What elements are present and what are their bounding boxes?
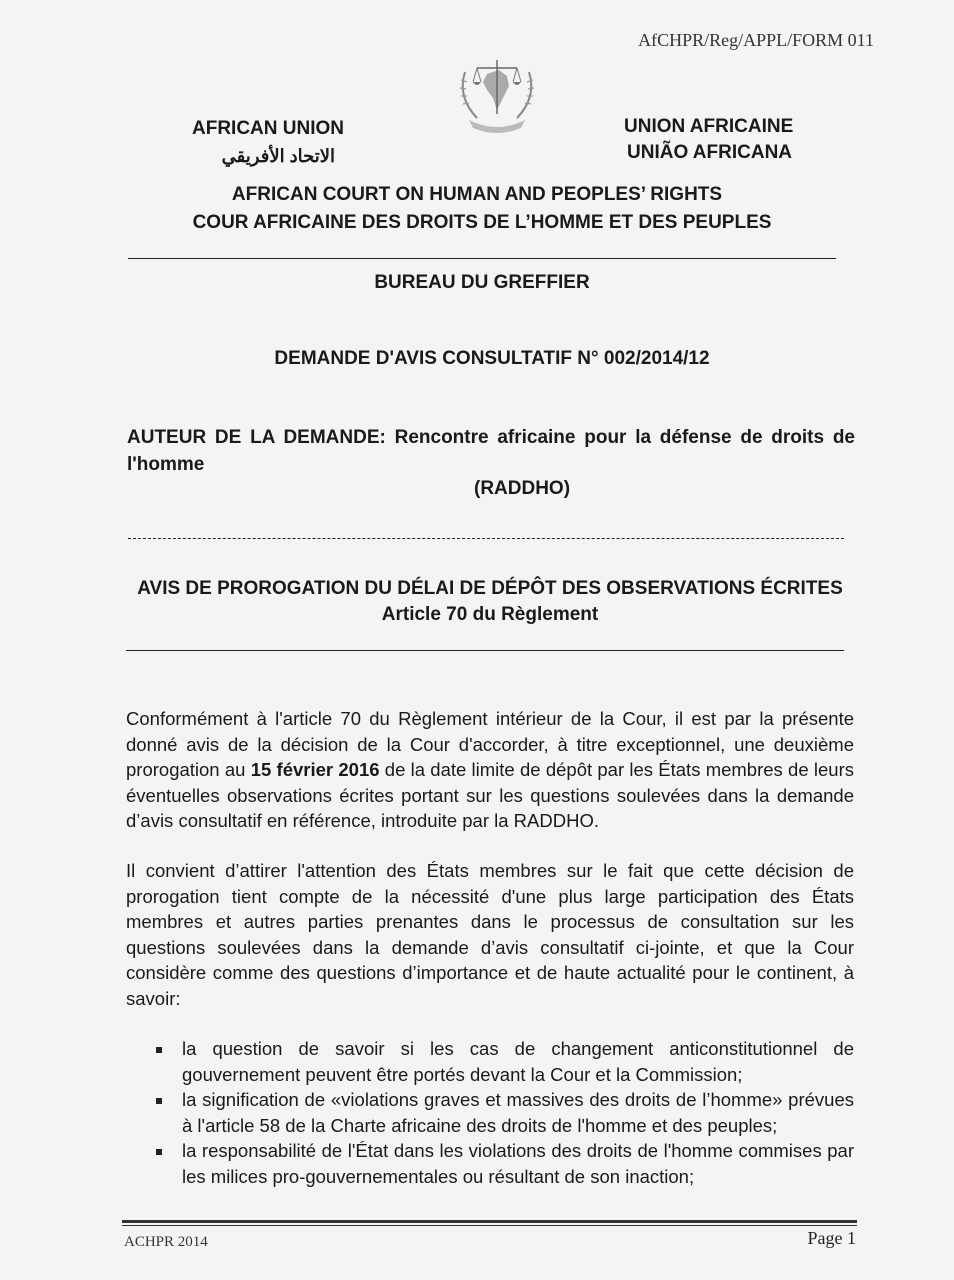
request-number: DEMANDE D'AVIS CONSULTATIF N° 002/2014/12 (274, 348, 710, 369)
request-author (127, 424, 855, 478)
bureau-title: BUREAU DU GREFFIER (374, 272, 590, 293)
header-divider (128, 258, 836, 259)
notice-subtitle: Article 70 du Règlement (381, 604, 599, 625)
footer-divider (122, 1220, 857, 1223)
african-union-fr: UNION AFRICAINE (624, 116, 794, 137)
notice-title: AVIS DE PROROGATION DU DÉLAI DE DÉPÔT DES OBSERVATIONS ÉCRITES (137, 578, 843, 599)
author-label: AUTEUR DE LA DEMANDE: (127, 427, 386, 448)
paragraph-1-text-a: Conformément à l'article 70 du Règlement intérieur de la Cour, il est par la présente donné avis de la décision de la Cour d'accorder, à titre exceptionnel, une deuxième prorogation au (126, 708, 854, 780)
form-reference: AfCHPR/Reg/APPL/FORM 011 (638, 30, 874, 50)
author-value: Rencontre africaine pour la défense de droits de l'homme (127, 427, 856, 475)
deadline-date: 15 février 2016 (250, 759, 380, 780)
author-acronym: (RADDHO) (474, 478, 571, 499)
list-item: la question de savoir si les cas de changement anticonstitutionnel de gouvernement peuvent être portés devant la Cour et la Commission; (154, 1036, 854, 1087)
questions-list (154, 1036, 854, 1189)
list-item: la responsabilité de l'État dans les violations des droits de l'homme commises par les milices pro-gouvernementales ou résultant de son inaction; (154, 1138, 854, 1189)
page-number: Page 1 (807, 1228, 856, 1248)
paragraph-2: Il convient d’attirer l'attention des États membres sur le fait que cette décision de prorogation tient compte de la nécessité d'une plus large participation des États membres et autres parties prenantes dans le processus de consultation sur les questions soulevées dans la demande d’avis consultatif ci-jointe, et que la Cour considère comme des questions d’importance et de haute actualité pour le continent, à savoir: (126, 860, 854, 1009)
notice-divider (126, 650, 844, 651)
court-name-fr: COUR AFRICAINE DES DROITS DE L’HOMME ET DES PEUPLES (192, 212, 772, 233)
paragraph-1 (126, 706, 854, 834)
african-union-pt: UNIÃO AFRICANA (627, 142, 793, 163)
footer-divider-thin (122, 1225, 857, 1226)
court-emblem-icon (447, 52, 547, 134)
paragraph-1-text-b: de la date limite de dépôt par les États membres de leurs éventuelles observations écrites portant sur les questions soulevées dans la demande d’avis consultatif en référence, introduite par la RADDHO. (126, 759, 854, 831)
list-item: la signification de «violations graves et massives des droits de l’homme» prévues à l'article 58 de la Charte africaine des droits de l'homme et des peuples; (154, 1087, 854, 1138)
footer-reference: ACHPR 2014 (124, 1234, 208, 1250)
dashed-divider (128, 538, 844, 539)
african-union-en: AFRICAN UNION (192, 118, 344, 139)
court-name-en: AFRICAN COURT ON HUMAN AND PEOPLES’ RIGHTS (231, 184, 723, 205)
african-union-ar: الاتحاد الأفريقي (221, 146, 335, 166)
